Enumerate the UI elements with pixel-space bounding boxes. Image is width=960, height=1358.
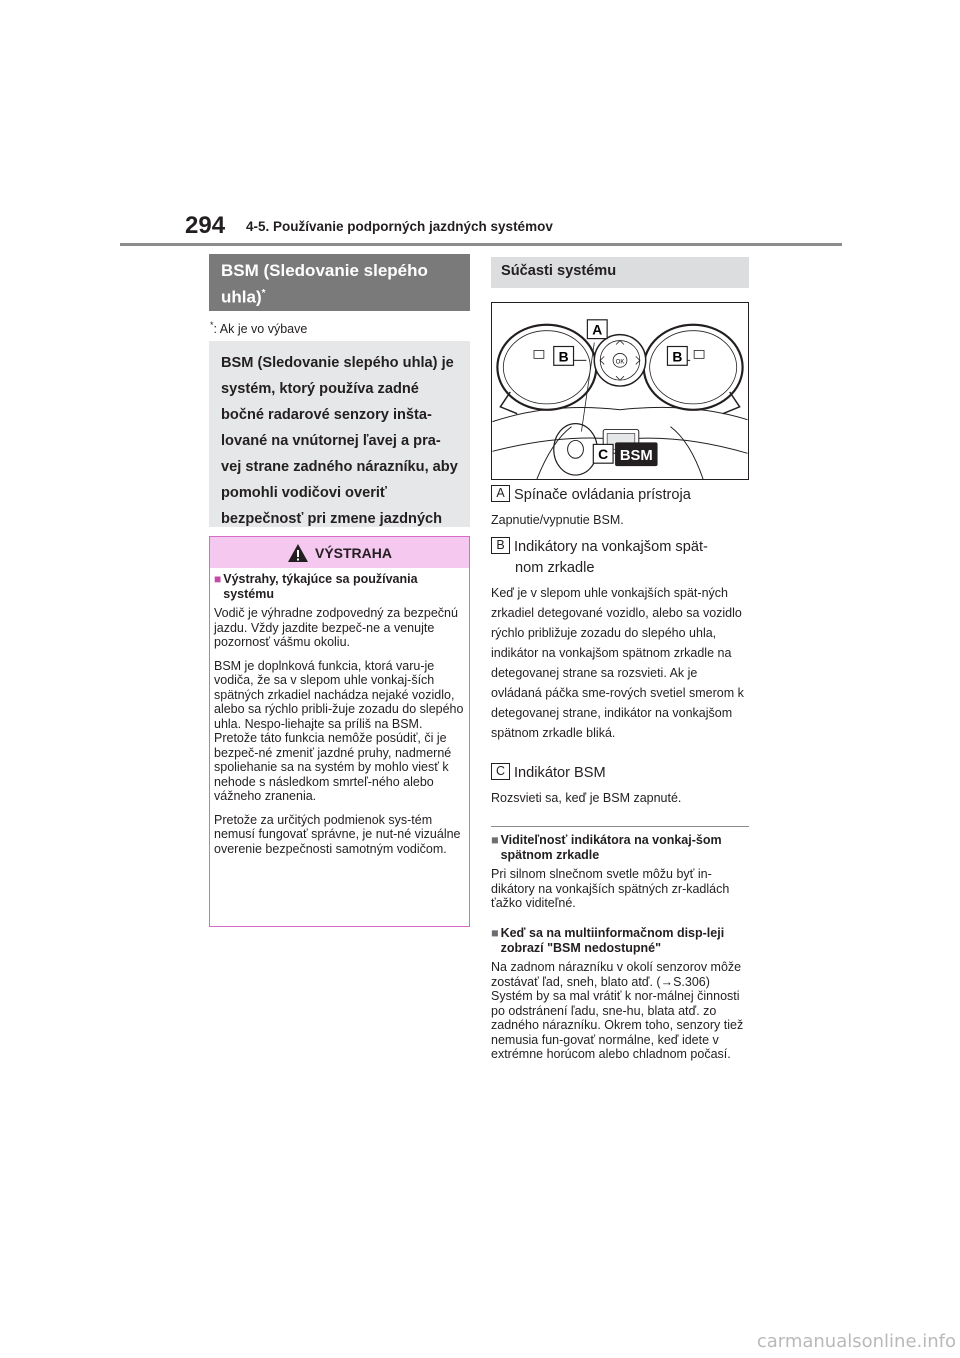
note-bsm-unavailable bbox=[491, 926, 753, 1062]
warning-paragraph: BSM je doplnková funkcia, ktorá varu-je vodiča, že sa v slepom uhle vonkaj-ších spätných zrkadiel nachádza nejaké vozidlo, alebo sa rýchlo pribli-žuje zozadu do slepého uhla. Nespo-liehajte sa príliš na BSM. Pretože táto funkcia nemôže posúdiť, či je bezpeč-né zmeniť jazdné pruhy, nadmerné spoliehanie sa na systém by mohlo viesť k nehode s následkom smrteľ-ného alebo vážneho zranenia. bbox=[214, 658, 464, 803]
warning-title: VÝSTRAHA bbox=[314, 544, 392, 561]
warning-paragraph: Pretože za určitých podmienok sys-tém nemusí fungovať správne, je nut-né vizuálne overenie bezpečnosti samotným vodičom. bbox=[214, 812, 461, 856]
footnote bbox=[210, 320, 307, 336]
figure-label-a: A bbox=[592, 321, 603, 338]
warning-item-heading bbox=[214, 572, 465, 601]
bsm-indicator-label: BSM bbox=[619, 448, 653, 465]
item-c-description: Rozsvieti sa, keď je BSM zapnuté. bbox=[491, 791, 682, 805]
warning-header bbox=[210, 537, 469, 568]
item-a-title-text: Spínače ovládania prístroja bbox=[514, 487, 691, 503]
system-components-figure bbox=[491, 302, 749, 480]
warning-box bbox=[209, 536, 470, 927]
warning-paragraph: Vodič je výhradne zodpovedný za bezpečnú jazdu. Vždy jazdite bezpeč-ne a venujte pozornosť vášmu okoliu. bbox=[214, 606, 458, 649]
note-heading bbox=[491, 833, 753, 862]
item-b-description: Keď je v slepom uhle vonkajších spät-ných zrkadiel detegované vozidlo, alebo sa vozidlo rýchlo približuje zozadu do slepého uhla, indikátor na vonkajšom spätnom zrkadle na detegovanej strane sa rozsvieti. Ak je ovládaná páčka sme-rových svetiel smerom k detegovanej strane, indikátor na vonkajšom spätnom zrkadle bliká. bbox=[491, 586, 744, 740]
item-b-title bbox=[491, 537, 708, 579]
page-number: 294 bbox=[185, 212, 226, 239]
item-b-title-text-1: Indikátory na vonkajšom spät- bbox=[514, 539, 708, 555]
dashboard-illustration bbox=[492, 303, 748, 479]
item-b-title-text-2: nom zrkadle bbox=[515, 560, 595, 576]
note-heading-text: Viditeľnosť indikátora na vonkaj-šom spätnom zrkadle bbox=[500, 833, 722, 862]
notes-divider bbox=[491, 826, 749, 827]
note-text: Na zadnom nárazníku v okolí senzorov môže zostávať ľad, sneh, blato atď. (→S.306) Systém by sa mal vrátiť k nor-málnej činnosti po odstránení ľadu, sne-hu, blata atď. zo zadného nárazníku. Okrem toho, senzory tiež nemusia fun-govať normálne, keď idete v extrémne horúcom alebo chladnom počasí. bbox=[491, 960, 744, 1061]
footnote-mark: * bbox=[210, 320, 214, 330]
label-box-a: A bbox=[491, 485, 510, 502]
figure-label-b-left: B bbox=[558, 348, 569, 365]
watermark: carmanualsonline.info bbox=[756, 1331, 956, 1352]
header-rule bbox=[120, 243, 842, 246]
bsm-section-title-line2: uhla) bbox=[221, 287, 262, 307]
note-heading-text: Keď sa na multiinformačnom disp-leji zobrazí "BSM nedostupné" bbox=[500, 926, 725, 955]
item-a-description: Zapnutie/vypnutie BSM. bbox=[491, 513, 624, 527]
footnote-text: : Ak je vo výbave bbox=[213, 322, 308, 337]
ok-button-label: OK bbox=[615, 359, 625, 366]
intro-box: BSM (Sledovanie slepého uhla) je systém, ktorý používa zadné bočné radarové senzory inšta-lované na vnútornej ľavej a pra-vej strane zadného nárazníku, aby pomohli vodičovi overiť bezpečnosť pri zmene jazdných bbox=[209, 341, 470, 527]
square-bullet-icon: ■ bbox=[491, 833, 499, 847]
figure-label-c: C bbox=[598, 446, 609, 463]
warning-triangle-icon bbox=[287, 543, 309, 563]
note-text: Pri silnom slnečnom svetle môžu byť in-dikátory na vonkajších spätných zr-kadlách ťažko viditeľné. bbox=[491, 867, 730, 910]
note-visibility bbox=[491, 833, 753, 911]
chapter-title: 4-5. Používanie podporných jazdných systémov bbox=[246, 219, 553, 234]
square-bullet-icon: ■ bbox=[214, 572, 222, 586]
label-box-c: C bbox=[491, 763, 510, 780]
bsm-section-title bbox=[209, 254, 470, 311]
item-c-title-text: Indikátor BSM bbox=[514, 765, 606, 781]
system-components-title: Súčasti systému bbox=[491, 257, 749, 288]
note-heading bbox=[491, 926, 753, 955]
warning-item-heading-text: Výstrahy, týkajúce sa používania systému bbox=[223, 572, 418, 601]
bsm-section-title-mark: * bbox=[261, 288, 266, 299]
figure-label-b-right: B bbox=[672, 348, 683, 365]
item-c-title bbox=[491, 763, 606, 784]
label-box-b: B bbox=[491, 537, 510, 554]
warning-body bbox=[210, 568, 469, 856]
item-a-title bbox=[491, 485, 691, 506]
square-bullet-icon: ■ bbox=[491, 926, 499, 940]
bsm-section-title-line1: BSM (Sledovanie slepého bbox=[221, 261, 428, 280]
